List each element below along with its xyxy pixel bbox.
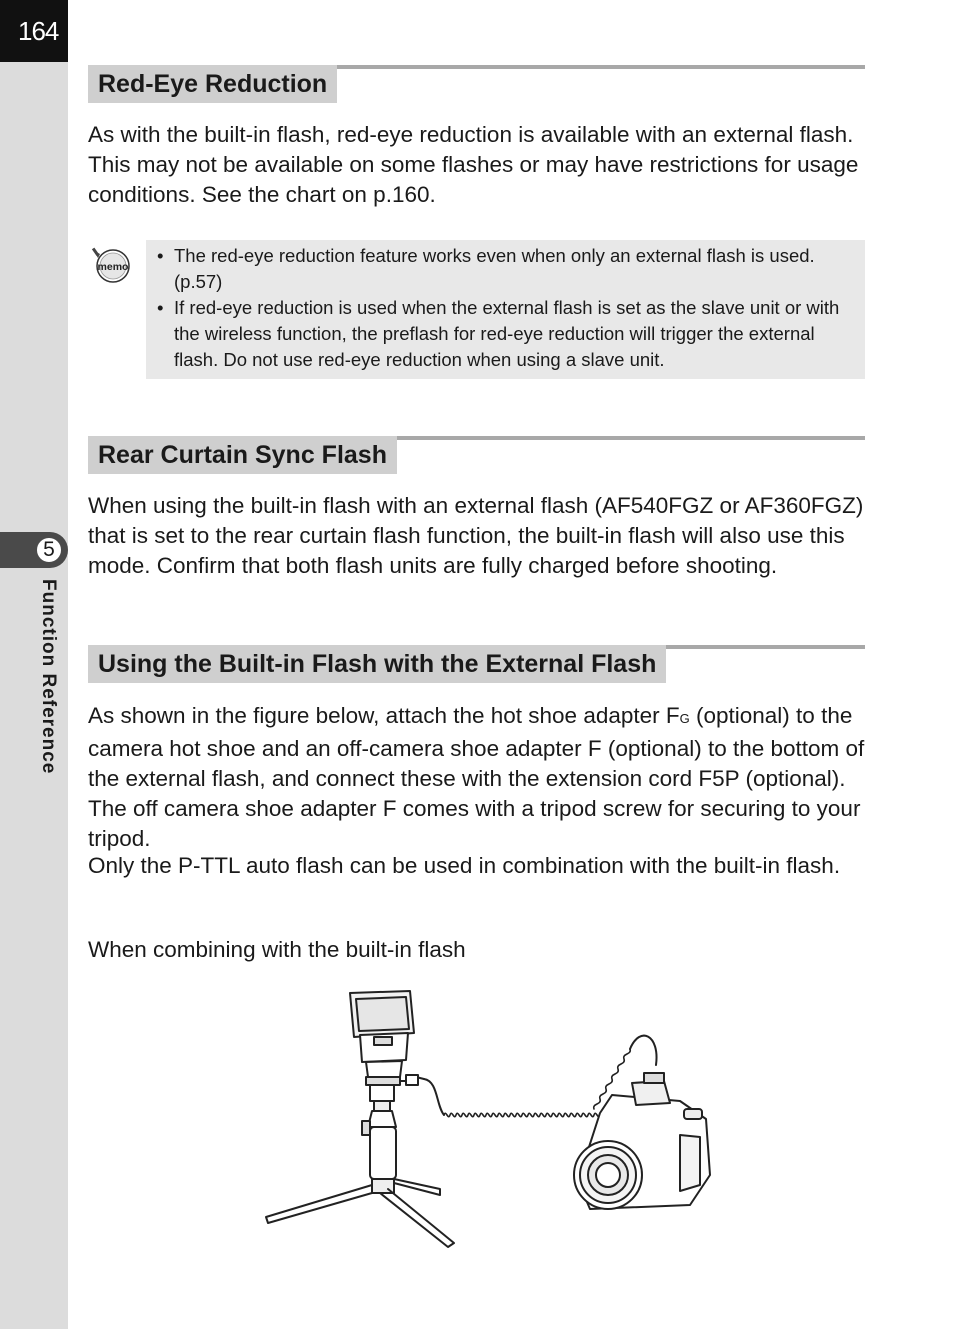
section-heading-red-eye — [88, 65, 865, 103]
figure-caption: When combining with the built-in flash — [88, 937, 466, 962]
external-flash-illustration — [350, 991, 414, 1085]
heading-label: Red-Eye Reduction — [88, 65, 337, 103]
sidebar — [0, 0, 68, 1329]
chapter-number: 5 — [35, 536, 63, 564]
builtin-external-paragraph-1 — [88, 701, 868, 854]
memo-item: • If red-eye reduction is used when the external flash is set as the slave unit or with the wireless function, the preflash for red-eye reduction will trigger the external flash. Do not use red-eye reduction when using a slave unit. — [156, 295, 855, 373]
memo-icon — [90, 244, 132, 284]
section-heading-builtin-external — [88, 645, 865, 683]
tripod-illustration — [266, 1085, 454, 1247]
chapter-title: Function Reference — [38, 579, 59, 775]
heading-label: Rear Curtain Sync Flash — [88, 436, 397, 474]
subscript-g: G — [679, 711, 690, 726]
flash-camera-figure — [260, 985, 720, 1255]
red-eye-paragraph: As with the built-in flash, red-eye reduction is available with an external flash. This may not be available on some flashes or may have restrictions for usage conditions. See the chart on p.160. — [88, 122, 859, 207]
memo-box — [146, 240, 865, 379]
rear-curtain-paragraph: When using the built-in flash with an external flash (AF540FGZ or AF360FGZ) that is set to the rear curtain flash function, the built-in flash will also use this mode. Confirm that both flash units are fully charged before shooting. — [88, 493, 864, 578]
text-span: (optional) to the camera hot shoe and an off-camera shoe adapter F (optional) to the bottom of the external flash, and connect these with the extension cord F5P (optional). The off camera shoe adapter F comes with a tripod screw for securing to your tripod. — [88, 703, 865, 851]
coiled-cord — [444, 1113, 618, 1116]
camera-illustration — [574, 1073, 710, 1209]
memo-icon-text: memo — [97, 261, 129, 273]
heading-label: Using the Built-in Flash with the External Flash — [88, 645, 666, 683]
memo-item: • The red-eye reduction feature works even when only an external flash is used. (p.57) — [156, 243, 855, 295]
memo-list — [156, 243, 855, 373]
page-number: 164 — [0, 0, 68, 62]
section-heading-rear-curtain — [88, 436, 865, 474]
text-span: As shown in the figure below, attach the hot shoe adapter F — [88, 703, 680, 728]
builtin-external-paragraph-2: Only the P-TTL auto flash can be used in combination with the built-in flash. — [88, 853, 841, 878]
